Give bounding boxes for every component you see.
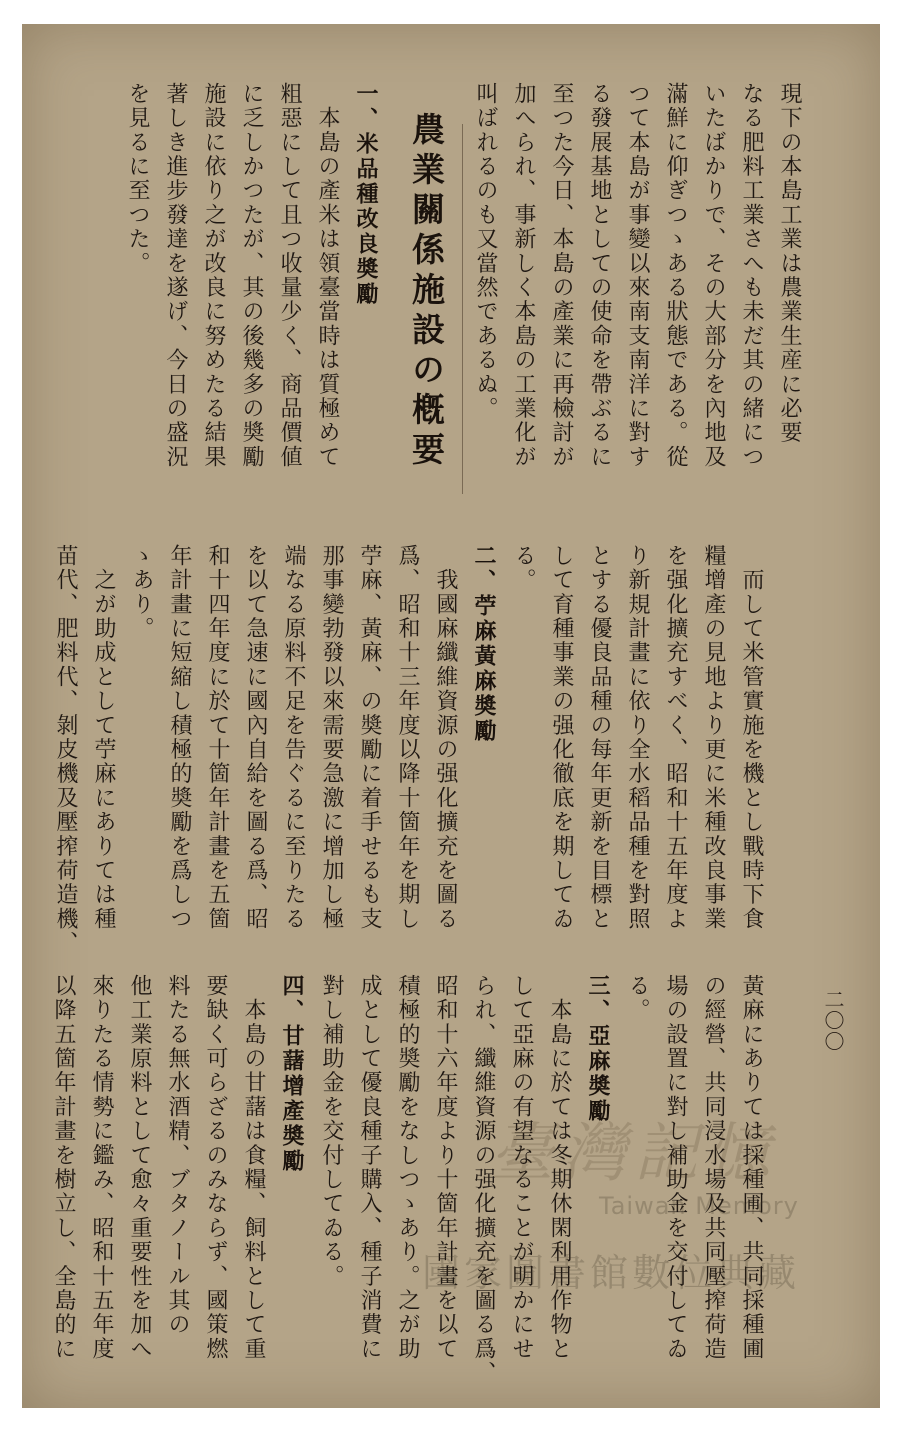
text-column: 粗惡にして且つ收量少く、商品價値 bbox=[277, 82, 302, 470]
text-column: 本島に於ては冬期休閑利用作物と bbox=[547, 974, 572, 1362]
text-column: 他工業原料として愈々重要性を加へ bbox=[127, 974, 152, 1362]
text-column: 至つた今日、本島の產業に再檢討が bbox=[549, 82, 574, 470]
text-column: 爲、昭和十三年度以降十箇年を期し bbox=[395, 544, 420, 932]
text-column: 料たる無水酒精、ブタノール其の bbox=[165, 974, 190, 1337]
sub-heading: 四、甘藷增產奬勵 bbox=[279, 974, 305, 1174]
sub-heading: 二、苧麻黃麻奬勵 bbox=[471, 544, 497, 744]
section-title: 農業關係施設の槪要 bbox=[407, 112, 446, 472]
watermark-seal: 臺灣記憶 bbox=[490, 1117, 778, 1191]
text-column: 端なる原料不足を告ぐるに至りたる bbox=[281, 544, 306, 932]
text-column: 而して米管實施を機とし戰時下食 bbox=[739, 544, 764, 932]
text-column: して育種事業の强化徹底を期してゐ bbox=[549, 544, 574, 932]
book-page bbox=[22, 24, 880, 1408]
text-column: に乏しかつたが、其の後幾多の奬勵 bbox=[239, 82, 264, 470]
text-column: 黃麻にありては採種圃、共同採種圃 bbox=[739, 974, 764, 1362]
text-column: 糧增產の見地より更に米種改良事業 bbox=[701, 544, 726, 932]
watermark-cjk-text: 國家圖書館數位典藏 bbox=[422, 1251, 801, 1295]
text-column: 苗代、肥料代、剝皮機及壓搾荷造機、 bbox=[53, 544, 78, 956]
text-band-middle bbox=[46, 544, 770, 964]
text-column: 以降五箇年計畫を樹立し、全島的に bbox=[51, 974, 76, 1362]
text-column: 來りたる情勢に鑑み、昭和十五年度 bbox=[89, 974, 114, 1362]
text-column: を以て急速に國內自給を圖る爲、昭 bbox=[243, 544, 268, 932]
text-column: 要缺く可らざるのみならず、國策燃 bbox=[203, 974, 228, 1362]
text-column: られ、纖維資源の强化擴充を圖る爲、 bbox=[471, 974, 496, 1386]
page-number: 二〇〇 bbox=[821, 989, 845, 1052]
text-column: 成として優良種子購入、種子消費に bbox=[357, 974, 382, 1362]
text-column: 現下の本島工業は農業生産に必要 bbox=[777, 82, 802, 445]
text-column: 昭和十六年度より十箇年計畫を以て bbox=[433, 974, 458, 1362]
text-column: 加へられ、事新しく本島の工業化が bbox=[511, 82, 536, 470]
text-column: る。 bbox=[625, 974, 650, 1023]
text-column: 場の設置に對し補助金を交付してゐ bbox=[663, 974, 688, 1362]
sub-heading: 三、亞麻奬勵 bbox=[585, 974, 611, 1124]
text-column: つて本島が事變以來南支南洋に對す bbox=[625, 82, 650, 470]
text-column: の經營、共同浸水場及共同壓搾荷造 bbox=[701, 974, 726, 1362]
text-column: 滿鮮に仰ぎつゝある狀態である。從 bbox=[663, 82, 688, 470]
text-column: 年計畫に短縮し積極的奬勵を爲しつ bbox=[167, 544, 192, 932]
text-column: いたばかりで、その大部分を內地及 bbox=[701, 82, 726, 470]
text-column: 著しき進步發達を遂げ、今日の盛況 bbox=[163, 82, 188, 470]
sub-heading: 一、米品種改良奬勵 bbox=[353, 82, 379, 307]
text-column: 本島の甘藷は食糧、飼料として重 bbox=[241, 974, 266, 1362]
text-column: を見るに至つた。 bbox=[125, 82, 150, 276]
text-column: 我國麻纖維資源の强化擴充を圖る bbox=[433, 544, 458, 932]
text-column: 那事變勃發以來需要急激に增加し極 bbox=[319, 544, 344, 932]
text-column: る。 bbox=[511, 544, 536, 593]
text-column: を强化擴充すべく、昭和十五年度よ bbox=[663, 544, 688, 932]
text-column: り新規計畫に依り全水稻品種を對照 bbox=[625, 544, 650, 932]
text-column: ゝあり。 bbox=[129, 544, 154, 641]
text-column: 之が助成として苧麻にありては種 bbox=[91, 544, 116, 932]
watermark-latin-text: Taiwan Memory bbox=[599, 1192, 799, 1220]
text-column: 施設に依り之が改良に努めたる結果 bbox=[201, 82, 226, 470]
text-column: なる肥料工業さへも未だ其の緒につ bbox=[739, 82, 764, 470]
text-column: る發展基地としての使命を帶ぶるに bbox=[587, 82, 612, 470]
heading-rule bbox=[462, 124, 463, 494]
text-column: 對し補助金を交付してゐる。 bbox=[319, 974, 344, 1289]
text-column: とする優良品種の每年更新を目標と bbox=[587, 544, 612, 932]
text-column: 叫ばれるのも又當然であるぬ。 bbox=[473, 82, 498, 421]
text-column: 和十四年度に於て十箇年計畫を五箇 bbox=[205, 544, 230, 932]
text-column: して亞麻の有望なることが明かにせ bbox=[509, 974, 534, 1362]
text-band-top bbox=[118, 82, 808, 512]
text-column: 苧麻、黃麻、の奬勵に着手せるも支 bbox=[357, 544, 382, 932]
text-column: 積極的奬勵をなしつゝあり。之が助 bbox=[395, 974, 420, 1362]
text-column: 本島の產米は領臺當時は質極めて bbox=[315, 82, 340, 470]
